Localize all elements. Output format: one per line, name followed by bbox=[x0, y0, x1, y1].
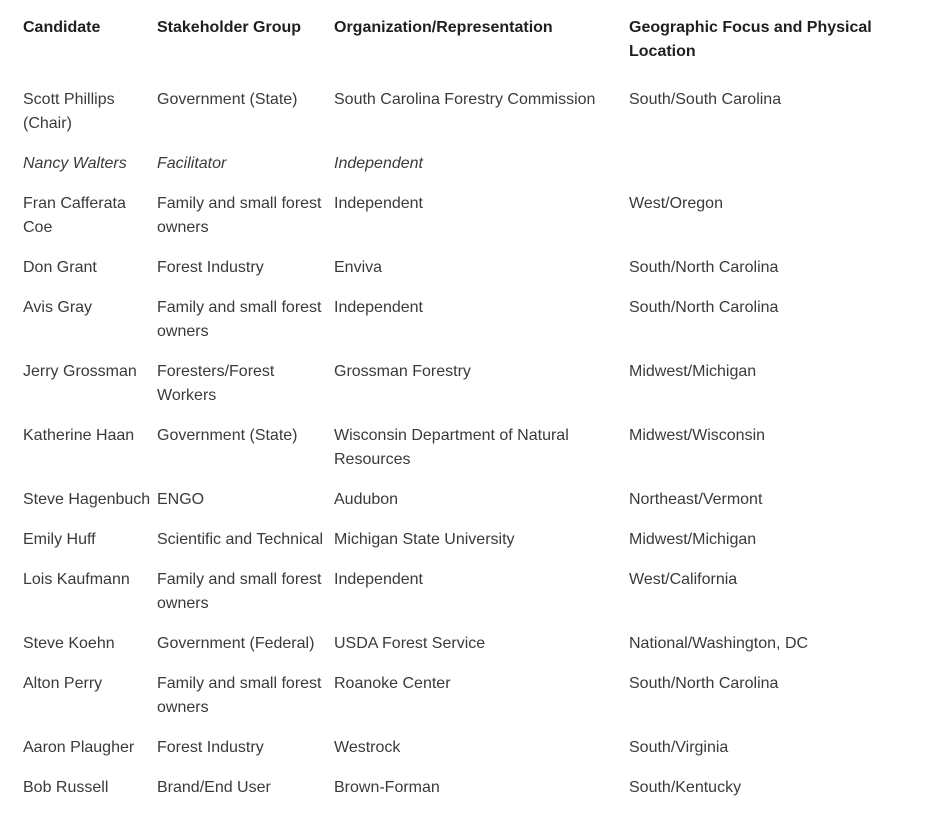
cell-candidate: Avis Gray bbox=[23, 299, 93, 316]
header-geographic-focus: Geographic Focus and Physical Location bbox=[629, 19, 872, 60]
cell-organization: Independent bbox=[334, 195, 423, 212]
cell-organization: South Carolina Forestry Commission bbox=[334, 91, 596, 108]
cell-stakeholder: Government (Federal) bbox=[157, 635, 315, 652]
cell-geography: National/Washington, DC bbox=[629, 635, 809, 652]
cell-stakeholder: Facilitator bbox=[157, 155, 227, 172]
cell-organization: Wisconsin Department of Natural Resources bbox=[334, 427, 569, 468]
table-row bbox=[17, 252, 897, 292]
cell-geography: South/Virginia bbox=[629, 739, 729, 756]
cell-candidate: Jerry Grossman bbox=[23, 363, 137, 380]
cell-geography: West/Oregon bbox=[629, 195, 723, 212]
cell-stakeholder: Scientific and Technical bbox=[157, 531, 324, 548]
header-candidate: Candidate bbox=[23, 19, 101, 36]
table-row bbox=[17, 484, 897, 524]
cell-candidate: Fran Cafferata Coe bbox=[23, 195, 126, 236]
cell-candidate: Emily Huff bbox=[23, 531, 96, 548]
cell-organization: USDA Forest Service bbox=[334, 635, 486, 652]
table-row bbox=[17, 84, 897, 148]
cell-organization: Enviva bbox=[334, 259, 383, 276]
cell-geography: South/South Carolina bbox=[629, 91, 782, 108]
cell-organization: Grossman Forestry bbox=[334, 363, 471, 380]
cell-geography: South/North Carolina bbox=[629, 675, 779, 692]
table-row bbox=[17, 524, 897, 564]
cell-geography: South/North Carolina bbox=[629, 299, 779, 316]
cell-organization: Westrock bbox=[334, 739, 401, 756]
cell-stakeholder: ENGO bbox=[157, 491, 205, 508]
cell-stakeholder: Government (State) bbox=[157, 91, 298, 108]
cell-geography: South/North Carolina bbox=[629, 259, 779, 276]
cell-stakeholder: Family and small forest owners bbox=[157, 195, 322, 236]
table-row bbox=[17, 292, 897, 356]
cell-organization: Roanoke Center bbox=[334, 675, 451, 692]
cell-candidate: Scott Phillips (Chair) bbox=[23, 91, 115, 132]
table-row bbox=[17, 628, 897, 668]
cell-organization: Independent bbox=[334, 571, 423, 588]
cell-stakeholder: Foresters/Forest Workers bbox=[157, 363, 275, 404]
cell-candidate: Steve Koehn bbox=[23, 635, 115, 652]
cell-organization: Independent bbox=[334, 299, 423, 316]
cell-geography: Midwest/Wisconsin bbox=[629, 427, 766, 444]
cell-stakeholder: Family and small forest owners bbox=[157, 675, 322, 716]
candidates-table bbox=[17, 12, 897, 812]
header-stakeholder-group: Stakeholder Group bbox=[157, 19, 302, 36]
cell-stakeholder: Family and small forest owners bbox=[157, 571, 322, 612]
cell-candidate: Bob Russell bbox=[23, 779, 109, 796]
cell-candidate: Steve Hagenbuch bbox=[23, 491, 151, 508]
cell-geography: Midwest/Michigan bbox=[629, 531, 757, 548]
cell-organization: Brown-Forman bbox=[334, 779, 440, 796]
cell-candidate: Alton Perry bbox=[23, 675, 103, 692]
cell-candidate: Lois Kaufmann bbox=[23, 571, 130, 588]
cell-organization: Audubon bbox=[334, 491, 399, 508]
header-organization: Organization/Representation bbox=[334, 19, 553, 36]
cell-candidate: Nancy Walters bbox=[23, 155, 127, 172]
cell-stakeholder: Brand/End User bbox=[157, 779, 271, 796]
table-row bbox=[17, 564, 897, 628]
cell-organization: Independent bbox=[334, 155, 423, 172]
cell-stakeholder: Government (State) bbox=[157, 427, 298, 444]
table-row bbox=[17, 420, 897, 484]
table-row bbox=[17, 148, 897, 188]
cell-geography: West/California bbox=[629, 571, 738, 588]
table-row bbox=[17, 732, 897, 772]
cell-stakeholder: Family and small forest owners bbox=[157, 299, 322, 340]
table-row bbox=[17, 356, 897, 420]
table-row bbox=[17, 188, 897, 252]
cell-geography bbox=[623, 148, 897, 188]
cell-geography: Northeast/Vermont bbox=[629, 491, 763, 508]
table-row bbox=[17, 772, 897, 812]
cell-geography: South/Kentucky bbox=[629, 779, 742, 796]
cell-stakeholder: Forest Industry bbox=[157, 739, 264, 756]
cell-candidate: Don Grant bbox=[23, 259, 97, 276]
table-header-row bbox=[17, 12, 897, 84]
cell-stakeholder: Forest Industry bbox=[157, 259, 264, 276]
cell-candidate: Katherine Haan bbox=[23, 427, 135, 444]
table-row bbox=[17, 668, 897, 732]
cell-candidate: Aaron Plaugher bbox=[23, 739, 135, 756]
cell-geography: Midwest/Michigan bbox=[629, 363, 757, 380]
cell-organization: Michigan State University bbox=[334, 531, 515, 548]
